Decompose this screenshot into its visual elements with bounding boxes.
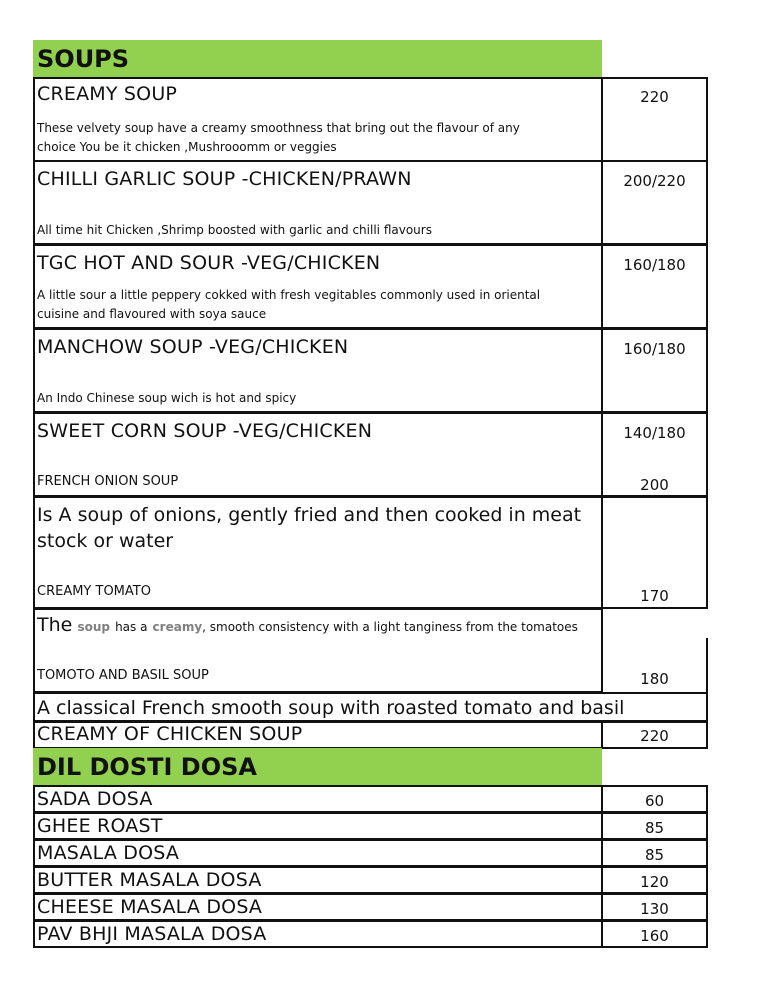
item-description: Is A soup of onions, gently fried and then cooked in meat [37, 504, 582, 526]
item-description: A classical French smooth soup with roasted tomato and basil [37, 697, 625, 719]
menu-item-tomato-basil-soup [33, 692, 708, 722]
item-price: 160/180 [601, 244, 708, 329]
desc-soup: soup [77, 620, 110, 634]
item-description: An Indo Chinese soup wich is hot and spicy [37, 391, 297, 405]
item-name: SWEET CORN SOUP -VEG/CHICKEN [37, 420, 373, 442]
soups-heading: SOUPS [33, 40, 602, 78]
menu-item-manchow-soup [33, 328, 603, 413]
item-description: A little sour a little peppery cokked with fresh vegitables commonly used in oriental [37, 288, 541, 302]
item-name: MASALA DOSA [37, 842, 180, 864]
item-description: choice You be it chicken ,Mushrooomm or veggies [37, 140, 337, 154]
item-price: 160/180 [601, 328, 708, 413]
item-description: stock or water [37, 530, 174, 552]
item-price: 170 [640, 587, 669, 605]
price-cell [601, 638, 708, 693]
menu-item-creamy-tomato [33, 608, 603, 693]
menu-item-creamy-soup [33, 77, 603, 162]
menu-item-sada-dosa [33, 785, 603, 813]
item-description: These velvety soup have a creamy smoothness that bring out the flavour of any [37, 121, 520, 135]
item-name: CHEESE MASALA DOSA [37, 896, 263, 918]
item-name: FRENCH ONION SOUP [37, 474, 179, 489]
desc-the: The [37, 614, 73, 636]
price-cell [601, 496, 708, 609]
item-description: All time hit Chicken ,Shrimp boosted with garlic and chilli flavours [37, 223, 432, 237]
menu-item-sweet-corn-soup [33, 412, 603, 497]
item-name: SADA DOSA [37, 788, 153, 810]
item-price: 140/180 [623, 424, 686, 442]
item-name: PAV BHJI MASALA DOSA [37, 923, 267, 945]
item-price: 220 [601, 721, 708, 749]
desc-rest: , smooth consistency with a light tanginess from the tomatoes [202, 620, 578, 634]
item-price: 200 [640, 476, 669, 494]
menu-item-butter-masala-dosa [33, 866, 603, 894]
item-name: TGC HOT AND SOUR -VEG/CHICKEN [37, 252, 381, 274]
item-price: 85 [601, 839, 708, 867]
menu-item-pav-bhji-masala-dosa [33, 920, 603, 948]
menu-item-cheese-masala-dosa [33, 893, 603, 921]
item-name: CREAMY OF CHICKEN SOUP [37, 723, 303, 745]
item-name: GHEE ROAST [37, 815, 163, 837]
item-description: cuisine and flavoured with soya sauce [37, 307, 267, 321]
desc-has-a: has a [115, 620, 148, 634]
item-name: CREAMY TOMATO [37, 584, 151, 599]
item-description [37, 614, 578, 637]
item-price: 85 [601, 812, 708, 840]
item-name: CHILLI GARLIC SOUP -CHICKEN/PRAWN [37, 168, 412, 190]
menu-item-chilli-garlic-soup [33, 160, 603, 245]
menu-item-creamy-chicken-soup [33, 721, 603, 749]
item-name: TOMOTO AND BASIL SOUP [37, 668, 209, 683]
item-price: 130 [601, 893, 708, 921]
item-price: 120 [601, 866, 708, 894]
item-price: 220 [601, 77, 708, 162]
menu-item-masala-dosa [33, 839, 603, 867]
price-cell [601, 412, 708, 497]
item-price: 60 [601, 785, 708, 813]
item-price: 200/220 [601, 160, 708, 245]
menu-item-tgc-hot-and-sour [33, 244, 603, 329]
item-name: CREAMY SOUP [37, 83, 178, 105]
menu-item-french-onion-soup [33, 496, 603, 609]
menu-item-ghee-roast [33, 812, 603, 840]
desc-creamy: creamy [152, 620, 203, 634]
item-name: BUTTER MASALA DOSA [37, 869, 262, 891]
item-price: 160 [601, 920, 708, 948]
item-price: 180 [640, 670, 669, 688]
item-name: MANCHOW SOUP -VEG/CHICKEN [37, 336, 349, 358]
dosa-heading: DIL DOSTI DOSA [33, 748, 602, 786]
